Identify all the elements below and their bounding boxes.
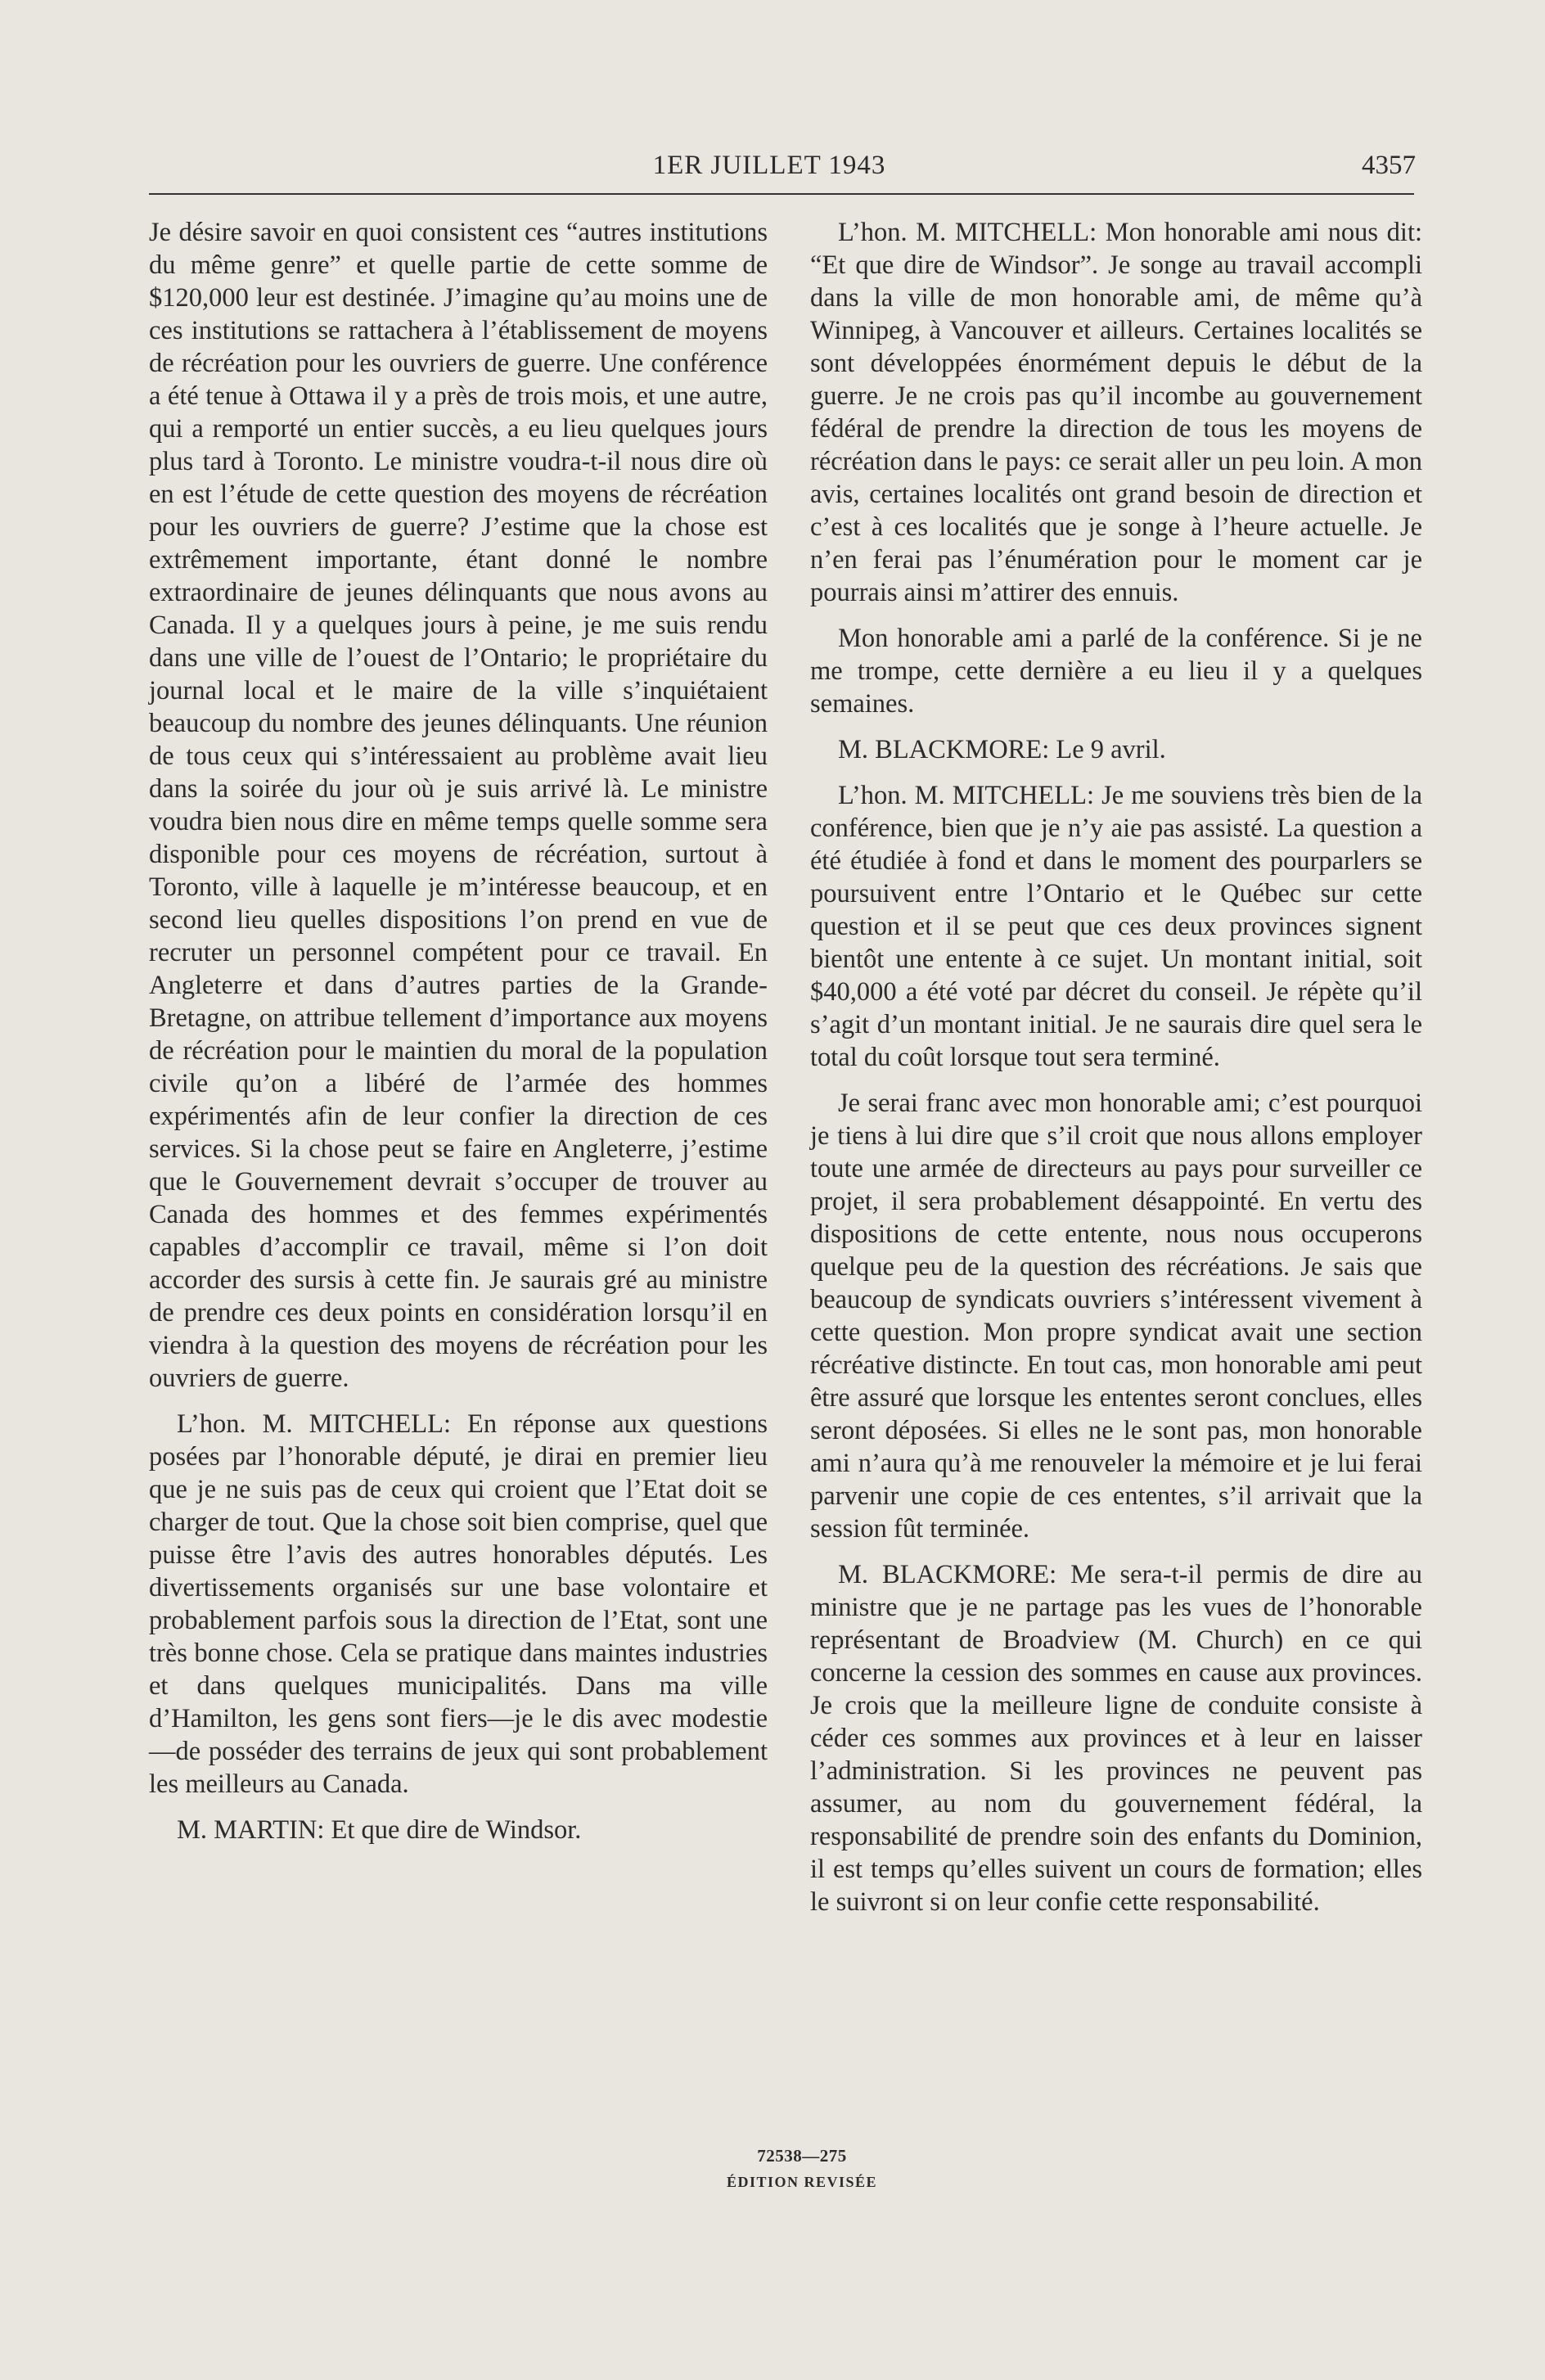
footer-edition: ÉDITION REVISÉE [726,2174,878,2190]
paragraph: M. BLACKMORE: Me sera-t-il permis de dire au ministre que je ne partage pas les vues de l’honorable représentant de Broadview (M. Church) en ce qui concerne la cession des sommes en cause aux provinces. Je crois que la meilleure ligne de conduite consiste à céder ces sommes aux provinces et à leur en laisser l’administration. Si les provinces ne peuvent pas assumer, au nom du gouvernement fédéral, la responsabilité de prendre soin des enfants du Dominion, il est temps qu’elles suivent un cours de formation; elles le suivront si on leur confie cette responsabilité. [810,1560,1422,1917]
paragraph: Je serai franc avec mon honorable ami; c’est pourquoi je tiens à lui dire que s’il croit que nous allons employer toute une armée de directeurs au pays pour surveiller ce projet, il sera probablement désappointé. En vertu des dispositions de cette entente, nous nous occuperons quelque peu de la question des récréations. Je sais que beaucoup de syndicats ouvriers s’intéressent vivement à cette question. Mon propre syndicat avait une section récréative distincte. En tout cas, mon honorable ami peut être assuré que lorsque les ententes seront conclues, elles seront déposées. Si elles ne le sont pas, mon honorable ami n’aura qu’à me renouveler la mémoire et je lui ferai parvenir une copie de ces ententes, s’il arrivait que la session fût terminée. [810,1089,1422,1544]
footer-code: 72538—275 [757,2146,847,2166]
right-column [810,216,1422,1931]
paragraph: Mon honorable ami a parlé de la conférence. Si je ne me trompe, cette dernière a eu lieu il y a quelques semaines. [810,624,1422,719]
paragraph: L’hon. M. MITCHELL: En réponse aux questions posées par l’honorable député, je dirai en premier lieu que je ne suis pas de ceux qui croient que l’Etat doit se charger de tout. Que la chose soit bien comprise, quel que puisse être l’avis des autres honorables députés. Les divertissements organisés sur une base volontaire et probablement parfois sous la direction de l’Etat, sont une très bonne chose. Cela se pratique dans maintes industries et dans quelques municipalités. Dans ma ville d’Hamilton, les gens sont fiers—je le dis avec modestie—de posséder des terrains de jeux qui sont probablement les meilleurs au Canada. [149,1409,768,1799]
header-date: 1ER JUILLET 1943 [652,151,886,180]
left-column [149,216,768,1859]
paragraph: L’hon. M. MITCHELL: Je me souviens très bien de la conférence, bien que je n’y aie pas assisté. La question a été étudiée à fond et dans le moment des pourparlers se poursuivent entre l’Ontario et le Québec sur cette question et il se peut que ces deux provinces signent bientôt une entente à ce sujet. Un montant initial, soit $40,000 a été voté par décret du conseil. Je répète qu’il s’agit d’un montant initial. Je ne saurais dire quel sera le total du coût lorsque tout sera terminé. [810,781,1422,1072]
page-number: 4357 [1362,151,1416,180]
paragraph: Je désire savoir en quoi consistent ces “autres institutions du même genre” et quelle partie de cette somme de $120,000 leur est destinée. J’imagine qu’au moins une de ces institutions se rattachera à l’établissement de moyens de récréation pour les ouvriers de guerre. Une conférence a été tenue à Ottawa il y a près de trois mois, et une autre, qui a remporté un entier succès, a eu lieu quelques jours plus tard à Toronto. Le ministre voudra-t-il nous dire où en est l’étude de cette question des moyens de récréation pour les ouvriers de guerre? J’estime que la chose est extrêmement importante, étant donné le nombre extraordinaire de jeunes délinquants que nous avons au Canada. Il y a quelques jours à peine, je me suis rendu dans une ville de l’ouest de l’Ontario; le propriétaire du journal local et le maire de la ville s’inquiétaient beaucoup du nombre des jeunes délinquants. Une réunion de tous ceux qui s’intéressaient au problème avait lieu dans la soirée du jour où je suis arrivé là. Le ministre voudra bien nous dire en même temps quelle somme sera disponible pour ces moyens de récréation, surtout à Toronto, ville à laquelle je m’intéresse beaucoup, et en second lieu quelles dispositions l’on prend en vue de recruter un personnel compétent pour ce travail. En Angleterre et dans d’autres parties de la Grande-Bretagne, on attribue tellement d’importance aux moyens de récréation pour le maintien du moral de la population civile qu’on a libéré de l’armée des hommes expérimentés afin de leur confier la direction de ces services. Si la chose peut se faire en Angleterre, j’estime que le Gouvernement devrait s’occuper de trouver au Canada des hommes et des femmes expérimentés capables d’accomplir ce travail, même si l’on doit accorder des sursis à cette fin. Je saurais gré au ministre de prendre ces deux points en considération lorsqu’il en viendra à la question des moyens de récréation pour les ouvriers de guerre. [149,218,768,1393]
paragraph: M. MARTIN: Et que dire de Windsor. [177,1815,582,1845]
paragraph: M. BLACKMORE: Le 9 avril. [838,735,1166,764]
header-rule [149,193,1414,195]
paragraph: L’hon. M. MITCHELL: Mon honorable ami nous dit: “Et que dire de Windsor”. Je songe au travail accompli dans la ville de mon honorable ami, de même qu’à Winnipeg, à Vancouver et ailleurs. Certaines localités se sont développées énormément depuis le début de la guerre. Je ne crois pas qu’il incombe au gouvernement fédéral de prendre la direction de tous les moyens de récréation dans le pays: ce serait aller un peu loin. A mon avis, certaines localités ont grand besoin de direction et c’est à ces localités que je songe à l’heure actuelle. Je n’en ferai pas l’énumération pour le moment car je pourrais ainsi m’attirer des ennuis. [810,218,1422,607]
